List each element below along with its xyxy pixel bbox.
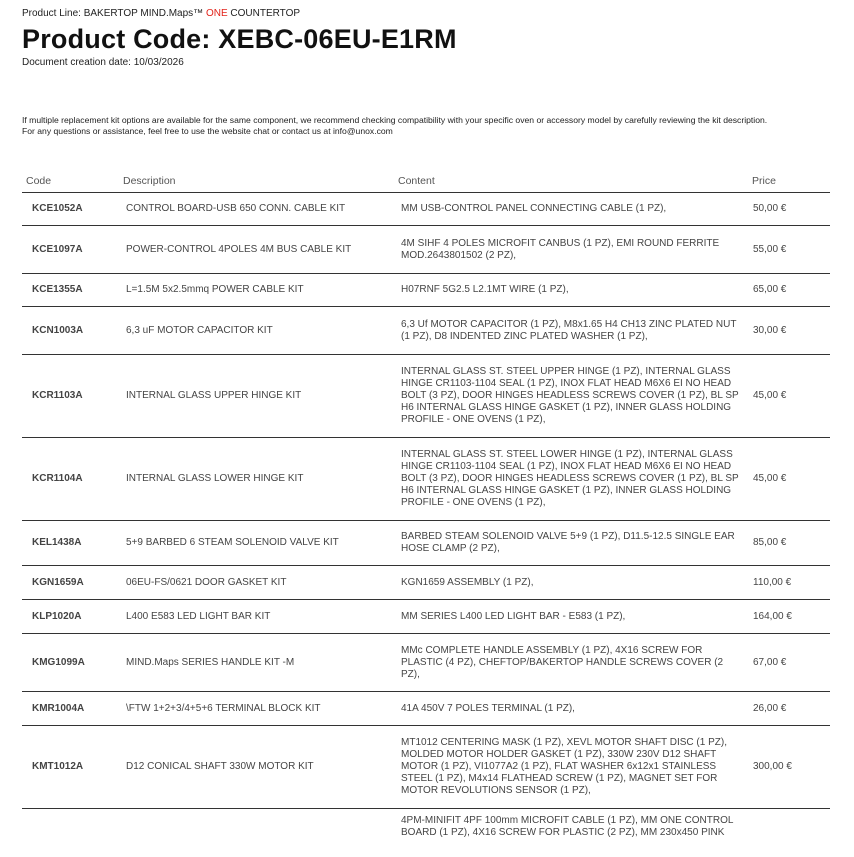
kit-code: KCN1003A	[22, 307, 119, 355]
kit-content: 41A 450V 7 POLES TERMINAL (1 PZ),	[394, 692, 748, 726]
kit-code: KCE1097A	[22, 226, 119, 274]
kit-content: 4M SIHF 4 POLES MICROFIT CANBUS (1 PZ), EMI ROUND FERRITE MOD.2643801502 (2 PZ),	[394, 226, 748, 274]
kit-code: KCE1355A	[22, 274, 119, 307]
table-row	[22, 355, 830, 438]
product-line-prefix: Product Line: BAKERTOP MIND.Maps™	[22, 8, 204, 19]
kit-code: KGN1659A	[22, 566, 119, 600]
kit-content: INTERNAL GLASS ST. STEEL UPPER HINGE (1 PZ), INTERNAL GLASS HINGE CR1103-1104 SEAL (1 PZ), INOX FLAT HEAD M6X6 EI NO HEAD BOLT (3 PZ), DOOR HINGES HEADLESS SCREWS COVER (1 PZ), BL SP H6 INTERNAL GLASS HINGE GASKET (1 PZ), INNER GLASS HOLDING PROFILE - ONE OVENS (1 PZ),	[394, 355, 748, 438]
compatibility-notice	[22, 115, 834, 137]
kits-table	[22, 170, 830, 857]
kit-price: 65,00 €	[748, 274, 830, 307]
kit-code	[22, 809, 119, 857]
table-row	[22, 521, 830, 566]
kit-content: 6,3 Uf MOTOR CAPACITOR (1 PZ), M8x1.65 H4 CH13 ZINC PLATED NUT (1 PZ), D8 INDENTED ZINC PLATED WASHER (1 PZ),	[394, 307, 748, 355]
table-header-row	[22, 170, 830, 193]
table-row	[22, 193, 830, 226]
product-line-suffix: COUNTERTOP	[230, 8, 301, 19]
kit-price: 164,00 €	[748, 600, 830, 634]
kit-content: MT1012 CENTERING MASK (1 PZ), XEVL MOTOR SHAFT DISC (1 PZ), MOLDED MOTOR HOLDER GASKET (1 PZ), 330W 230V D12 SHAFT MOTOR (1 PZ), VI1077A2 (1 PZ), FLAT WASHER 6x12x1 STAINLESS STEEL (1 PZ), M4x14 FLATHEAD SCREW (1 PZ), MAGNET SET FOR MOTOR REVOLUTIONS SENSOR (1 PZ),	[394, 726, 748, 809]
table-row	[22, 634, 830, 692]
kit-content: 4PM-MINIFIT 4PF 100mm MICROFIT CABLE (1 PZ), MM ONE CONTROL BOARD (1 PZ), 4X16 SCREW FOR PLASTIC (2 PZ), MM 230x450 PINK	[401, 815, 734, 838]
table-row	[22, 226, 830, 274]
table-row	[22, 692, 830, 726]
kit-content: KGN1659 ASSEMBLY (1 PZ),	[394, 566, 748, 600]
kit-code: KMT1012A	[22, 726, 119, 809]
kit-price: 30,00 €	[748, 307, 830, 355]
kit-content: MM USB-CONTROL PANEL CONNECTING CABLE (1 PZ),	[394, 193, 748, 226]
kit-price: 55,00 €	[748, 226, 830, 274]
kit-price: 110,00 €	[748, 566, 830, 600]
table-row	[22, 307, 830, 355]
table-row	[22, 600, 830, 634]
kit-description: POWER-CONTROL 4POLES 4M BUS CABLE KIT	[119, 226, 394, 274]
column-header-code: Code	[22, 170, 119, 193]
kit-code: KEL1438A	[22, 521, 119, 566]
kit-content: INTERNAL GLASS ST. STEEL LOWER HINGE (1 PZ), INTERNAL GLASS HINGE CR1103-1104 SEAL (1 PZ), INOX FLAT HEAD M6X6 EI NO HEAD BOLT (3 PZ), DOOR HINGES HEADLESS SCREWS COVER (1 PZ), BL SP H6 INTERNAL GLASS HINGE GASKET (1 PZ), INNER GLASS HOLDING PROFILE - ONE OVENS (1 PZ),	[394, 438, 748, 521]
product-line	[22, 8, 834, 20]
kit-content: MMc COMPLETE HANDLE ASSEMBLY (1 PZ), 4X16 SCREW FOR PLASTIC (4 PZ), CHEFTOP/BAKERTOP HANDLE SCREWS COVER (2 PZ),	[394, 634, 748, 692]
notice-line-1: If multiple replacement kit options are available for the same component, we recommend checking compatibility with your specific oven or accessory model by carefully reviewing the kit description.	[22, 115, 768, 125]
column-header-description: Description	[119, 170, 394, 193]
table-row	[22, 438, 830, 521]
kit-description: 6,3 uF MOTOR CAPACITOR KIT	[119, 307, 394, 355]
kit-price: 85,00 €	[748, 521, 830, 566]
kit-description: CONTROL BOARD-USB 650 CONN. CABLE KIT	[119, 193, 394, 226]
kit-description: 06EU-FS/0621 DOOR GASKET KIT	[119, 566, 394, 600]
kit-code: KCE1052A	[22, 193, 119, 226]
kit-description	[119, 809, 394, 857]
kit-description: INTERNAL GLASS UPPER HINGE KIT	[119, 355, 394, 438]
kit-price: 67,00 €	[748, 634, 830, 692]
kit-code: KMR1004A	[22, 692, 119, 726]
kit-description: INTERNAL GLASS LOWER HINGE KIT	[119, 438, 394, 521]
table-row	[22, 726, 830, 809]
kit-content: H07RNF 5G2.5 L2.1MT WIRE (1 PZ),	[394, 274, 748, 307]
kit-description: L400 E583 LED LIGHT BAR KIT	[119, 600, 394, 634]
table-row	[22, 566, 830, 600]
kit-content: MM SERIES L400 LED LIGHT BAR - E583 (1 PZ),	[394, 600, 748, 634]
kit-price: 45,00 €	[748, 438, 830, 521]
kit-code: KMG1099A	[22, 634, 119, 692]
kit-description: 5+9 BARBED 6 STEAM SOLENOID VALVE KIT	[119, 521, 394, 566]
kit-code: KLP1020A	[22, 600, 119, 634]
kit-description: L=1.5M 5x2.5mmq POWER CABLE KIT	[119, 274, 394, 307]
kit-description: MIND.Maps SERIES HANDLE KIT -M	[119, 634, 394, 692]
kit-description: D12 CONICAL SHAFT 330W MOTOR KIT	[119, 726, 394, 809]
creation-date: Document creation date: 10/03/2026	[22, 57, 184, 68]
kit-description: \FTW 1+2+3/4+5+6 TERMINAL BLOCK KIT	[119, 692, 394, 726]
product-code-title: Product Code: XEBC-06EU-E1RM	[22, 24, 457, 54]
column-header-price: Price	[748, 170, 830, 193]
column-header-content: Content	[394, 170, 748, 193]
table-row	[22, 274, 830, 307]
table-row	[22, 809, 830, 857]
notice-line-2: For any questions or assistance, feel free to use the website chat or contact us at info@unox.com	[22, 126, 393, 136]
kit-code: KCR1103A	[22, 355, 119, 438]
kit-content: BARBED STEAM SOLENOID VALVE 5+9 (1 PZ), D11.5-12.5 SINGLE EAR HOSE CLAMP (2 PZ),	[394, 521, 748, 566]
kit-price: 300,00 €	[748, 726, 830, 809]
kit-code: KCR1104A	[22, 438, 119, 521]
kit-price: 45,00 €	[748, 355, 830, 438]
document-header	[22, 8, 834, 69]
product-line-accent: ONE	[205, 8, 228, 19]
kit-price: 26,00 €	[748, 692, 830, 726]
kit-price	[748, 809, 830, 857]
kit-price: 50,00 €	[748, 193, 830, 226]
